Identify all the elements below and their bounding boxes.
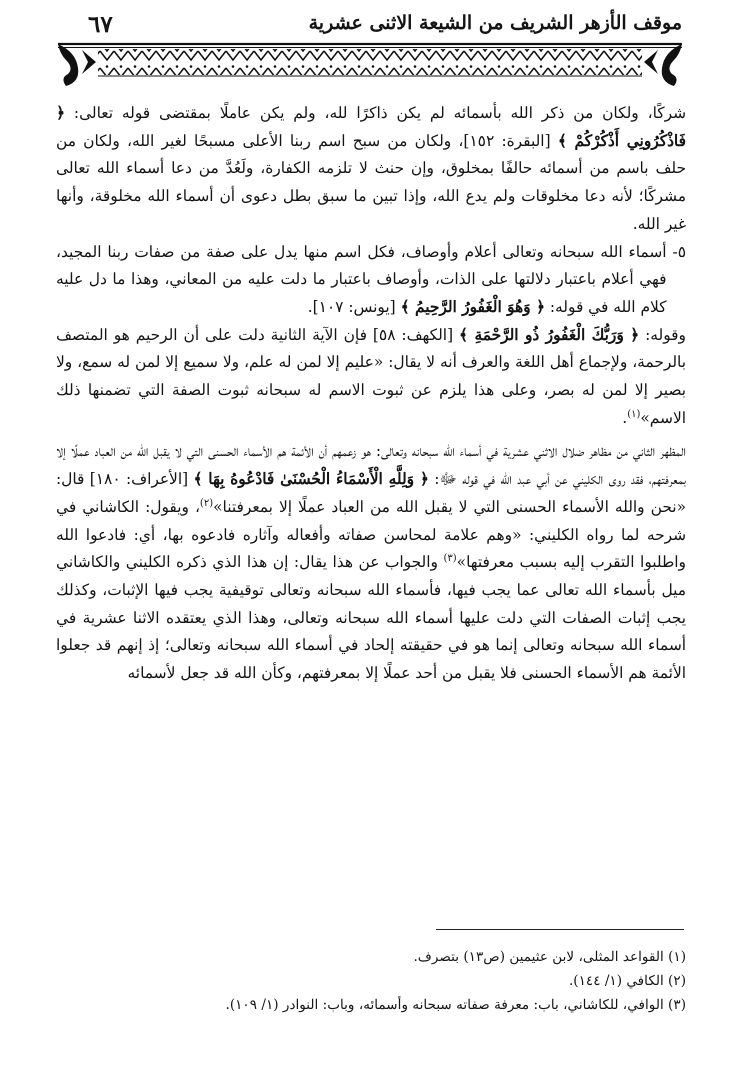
quran-quote: ﴿ وَلِلَّهِ الْأَسْمَاءُ الْحُسْنَىٰ فَادْعُوهُ بِهَا ﴾: [193, 470, 429, 489]
paragraph: [56, 322, 686, 433]
text-run: والجواب عن هذا يقال: إن هذا الذي ذكره الكليني والكاشاني ميل بأسماء الله تعالى عما يجب فيها، فأسماء الله سبحانه وتعالى توقيفية يجب فيها الإثبات، وكذلك يجب إثبات الصفات التي دلت عليها أسماء الله سبحانه وتعالى، وهذا الذي يعتقده الاثنا عشرية في أسماء الله سبحانه وتعالى إنما هو في حقيقته إلحاد في أسماء الله سبحانه وتعالى؛ إذ إنهم قد جعلوا الأئمة هم الأسماء الحسنى فلا يقبل من أحد عملًا إلا بمعرفتهم، وكأن الله قد جعل لأسمائه: [56, 553, 686, 683]
main-text: [56, 100, 686, 688]
text-run: المظهر الثاني من مظاهر ضلال الاثني عشرية في أسماء الله سبحانه وتعالى: هو زعمهم أن الأئمة هم الأسماء الحسنى التي لا يقبل الله من العباد عملًا إلا بمعرفتهم، فقد روى الكليني عن أبي عبد الله في قوله ﷻ:: [56, 442, 687, 489]
footnotes: [56, 945, 686, 1017]
text-run: .: [622, 408, 628, 427]
running-title: موقف الأزهر الشريف من الشيعة الاثنى عشرية: [308, 12, 682, 34]
paragraph: [56, 438, 686, 687]
text-run: [الكهف: ٥٨] فإن الآية الثانية دلت على أن الرحيم هو المتصف بالرحمة، ولإجماع أهل اللغة والعرف أنه لا يقال: «عليم إلا لمن له علم، ولا سميع إلا لمن له سمع، ولا بصير إلا لمن له بصر، وعلى هذا يلزم عن ثبوت الاسم له سبحانه ثبوت الصفة التي تضمنها ذلك الاسم»: [56, 325, 686, 427]
text-run: أسماء الله سبحانه وتعالى أعلام وأوصاف، فكل اسم منها يدل على صفة من صفات ربنا المجيد، فهي أعلام باعتبار دلالتها على الذات، وأوصاف باعتبار ما دلت عليه من المعاني، وهذا ما دل عليه كلام الله في قوله:: [56, 242, 667, 316]
text-run: [الأعراف: ١٨٠] قال: «نحن والله الأسماء الحسنى التي لا يقبل الله من العباد عملًا إلا بمعرفتنا»: [56, 470, 686, 516]
footnote-divider: [436, 929, 684, 930]
footnote-1: (١) القواعد المثلى، لابن عثيمين (ص١٣) بتصرف.: [413, 949, 686, 965]
text-run: [يونس: ١٠٧].: [307, 297, 401, 316]
text-run: [البقرة: ١٥٢]، ولكان من سبح اسم ربنا الأعلى مسبحًا لغير الله، ولكان من حلف باسم من أسمائه حالفًا بمخلوق، وإن حنث لا تلزمه الكفارة، ولَعُدَّ من دعا أسماء الله تعالى مشركًا؛ لأنه دعا مخلوقات ولم يدع الله، وإذا تبين ما سبق بطل دعوى أن أسماء الله مخلوقة، وأنها غير الله.: [56, 131, 686, 233]
footnote-ref[interactable]: (٣): [443, 553, 457, 565]
header-ornament-border: [58, 38, 682, 88]
paragraph: [56, 239, 667, 322]
footnote-2: (٢) الكافي (١/ ١٤٤).: [568, 973, 686, 989]
text-run: ، ويقول: الكاشاني في شرحه لما رواه الكليني: «وهم علامة لمحاسن صفاته وأفعاله وآثاره فادعوه بها، أي: فادعوا الله واطلبوا التقرب إليه بسبب معرفتها»: [56, 497, 686, 572]
footnote-ref[interactable]: (١): [627, 408, 641, 420]
paragraph: [56, 100, 686, 239]
footnote-ref[interactable]: (٢): [199, 497, 214, 509]
page-number: ٦٧: [88, 11, 113, 38]
quran-quote: ﴿ وَرَبُّكَ الْغَفُورُ ذُو الرَّحْمَةِ ﴾: [459, 325, 640, 344]
footnote-3: (٣) الوافي، للكاشاني، باب: معرفة صفاته سبحانه وأسمائه، وباب: النوادر (١/ ١٠٩).: [225, 997, 686, 1013]
point-number: ٥-: [672, 242, 686, 261]
quran-quote: ﴿ فَاذْكُرُونِي أَذْكُرْكُمْ ﴾: [56, 104, 686, 150]
numbered-point: [56, 239, 686, 322]
text-run: شركًا، ولكان من ذكر الله بأسمائه لم يكن ذاكرًا لله، ولم يكن عاملًا بمقتضى قوله تعالى:: [65, 104, 686, 122]
text-run: وقوله:: [639, 325, 686, 344]
quran-quote: ﴿ وَهُوَ الْغَفُورُ الرَّحِيمُ ﴾: [400, 297, 545, 316]
